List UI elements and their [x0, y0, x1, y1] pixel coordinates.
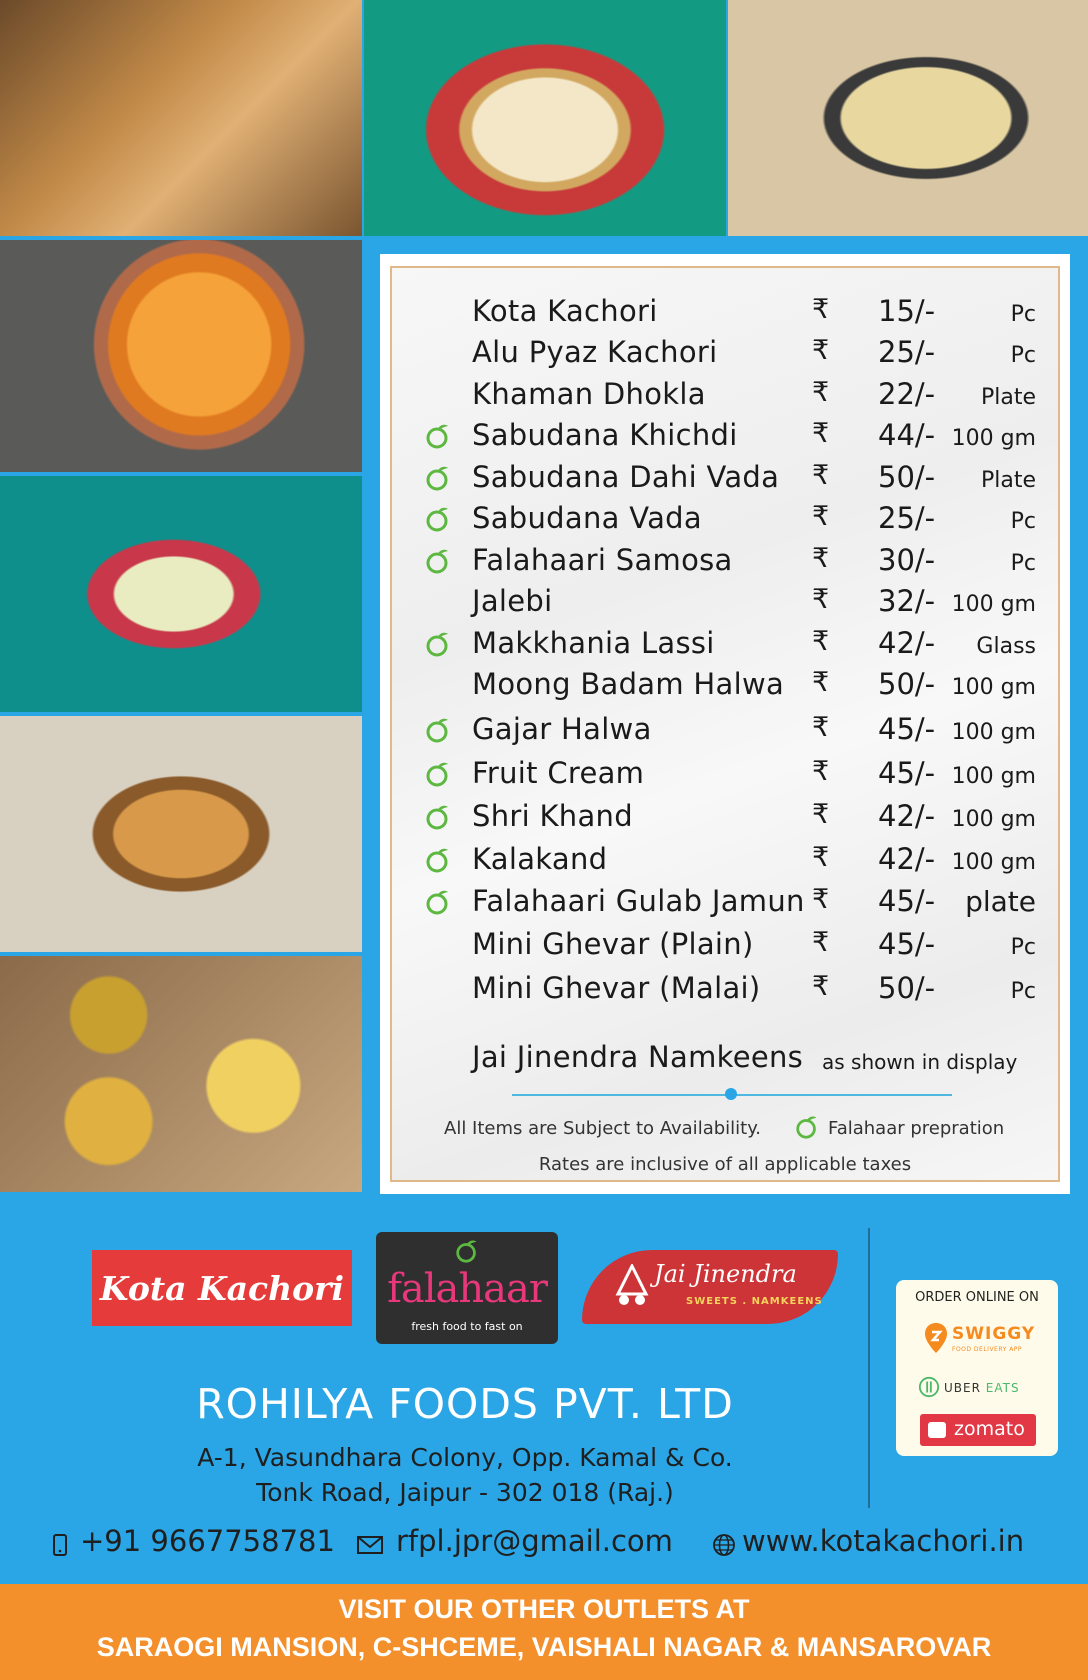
menu-item-note: as shown in display [822, 1050, 1018, 1074]
swiggy-sub: FOOD DELIVERY APP [952, 1346, 1023, 1353]
menu-item-unit: Pc [1010, 935, 1036, 960]
menu-row [392, 840, 1058, 880]
menu-row [392, 797, 1058, 837]
menu-row-namkeens [392, 1038, 1058, 1078]
menu-item-price: 45/- [878, 927, 936, 961]
menu-row [392, 925, 1058, 965]
rupee-symbol: ₹ [812, 460, 830, 491]
menu-item-price: 30/- [878, 543, 936, 577]
menu-item-price: 50/- [878, 460, 936, 494]
kota-kachori-logo [92, 1250, 352, 1326]
address-line-2: Tonk Road, Jaipur - 302 018 (Raj.) [256, 1478, 674, 1507]
photo-lassi [0, 476, 362, 712]
menu-item-name: Fruit Cream [472, 756, 645, 790]
rupee-symbol: ₹ [812, 543, 830, 574]
menu-item-unit: 100 gm [951, 850, 1036, 875]
rupee-symbol: ₹ [812, 377, 830, 408]
falahaar-leaf-icon [424, 716, 452, 744]
taxes-note: Rates are inclusive of all applicable taxes [538, 1154, 912, 1175]
jai-jinendra-logo-sub: SWEETS . NAMKEENS [686, 1296, 823, 1307]
menu-item-price: 25/- [878, 335, 936, 369]
rupee-symbol: ₹ [812, 799, 830, 830]
menu-row [392, 665, 1058, 705]
menu-row [392, 969, 1058, 1009]
zomato-link[interactable] [920, 1414, 1036, 1446]
menu-item-price: 45/- [878, 712, 936, 746]
menu-item-price: 32/- [878, 584, 936, 618]
falahaar-leaf-icon [424, 888, 452, 916]
photo-namkeens [0, 956, 362, 1192]
menu-row [392, 582, 1058, 622]
outlets-footer [0, 1584, 1088, 1680]
menu-item-unit: Pc [1010, 302, 1036, 327]
menu-item-price: 50/- [878, 667, 936, 701]
rupee-symbol: ₹ [812, 501, 830, 532]
uber-word: UBER [944, 1381, 981, 1395]
menu-item-price: 44/- [878, 418, 936, 452]
jai-jinendra-emblem-icon [612, 1264, 652, 1308]
falahaar-leaf-icon [794, 1114, 820, 1140]
menu-item-price: 45/- [878, 756, 936, 790]
uber-eats-link[interactable] [916, 1376, 1040, 1400]
menu-item-unit: Pc [1010, 509, 1036, 534]
rupee-symbol: ₹ [812, 927, 830, 958]
divider-dot [725, 1088, 737, 1100]
menu-item-name: Shri Khand [472, 799, 633, 833]
falahaar-leaf-icon [424, 422, 452, 450]
menu-item-unit: 100 gm [951, 764, 1036, 789]
outlets-heading: VISIT OUR OTHER OUTLETS AT [338, 1594, 750, 1624]
menu-item-name: Mini Ghevar (Malai) [472, 971, 761, 1005]
rupee-symbol: ₹ [812, 971, 830, 1002]
menu-item-unit: plate [965, 885, 1036, 918]
zomato-bag-icon [928, 1422, 946, 1438]
menu-row [392, 333, 1058, 373]
phone-number[interactable]: +91 9667758781 [80, 1524, 335, 1558]
menu-item-price: 22/- [878, 377, 936, 411]
falahaar-leaf-icon [424, 464, 452, 492]
menu-row [392, 882, 1058, 922]
rupee-symbol: ₹ [812, 626, 830, 657]
kota-kachori-logo-text: Kota Kachori [99, 1268, 345, 1308]
rupee-symbol: ₹ [812, 584, 830, 615]
menu-item-name: Kota Kachori [472, 294, 658, 328]
menu-item-unit: Plate [980, 385, 1036, 410]
menu-card [390, 266, 1060, 1182]
menu-row [392, 375, 1058, 415]
falahaar-leaf-icon [424, 803, 452, 831]
menu-item-unit: 100 gm [951, 807, 1036, 832]
falahaar-leaf-icon [424, 547, 452, 575]
menu-item-unit: 100 gm [951, 426, 1036, 451]
menu-item-price: 15/- [878, 294, 936, 328]
rupee-symbol: ₹ [812, 842, 830, 873]
falahaar-leaf-icon [424, 760, 452, 788]
order-online-box [896, 1280, 1058, 1456]
falahaar-leaf-icon [424, 846, 452, 874]
falahaar-logo-tagline: fresh food to fast on [411, 1320, 523, 1333]
menu-item-unit: Glass [976, 634, 1036, 659]
menu-item-name: Moong Badam Halwa [472, 667, 785, 701]
address-line-1: A-1, Vasundhara Colony, Opp. Kamal & Co. [197, 1443, 733, 1472]
outlets-list: SARAOGI MANSION, C-SHCEME, VAISHALI NAGAR & MANSAROVAR [96, 1632, 992, 1662]
company-name: ROHILYA FOODS PVT. LTD [196, 1380, 734, 1428]
menu-row [392, 499, 1058, 539]
menu-item-name: Sabudana Dahi Vada [472, 460, 780, 494]
jai-jinendra-logo-name: Jai Jinendra [654, 1260, 797, 1288]
menu-item-name: Jalebi [472, 584, 553, 618]
menu-item-unit: 100 gm [951, 592, 1036, 617]
menu-item-unit: Pc [1010, 343, 1036, 368]
swiggy-word: SWIGGY [952, 1324, 1036, 1344]
menu-row [392, 710, 1058, 750]
menu-item-unit: Plate [980, 468, 1036, 493]
rupee-symbol: ₹ [812, 667, 830, 698]
swiggy-link[interactable] [918, 1320, 1038, 1360]
falahaar-leaf-icon [424, 505, 452, 533]
menu-row [392, 458, 1058, 498]
menu-item-price: 42/- [878, 626, 936, 660]
rupee-symbol: ₹ [812, 294, 830, 325]
phone-icon [48, 1533, 72, 1557]
photo-dessert-cake [364, 0, 726, 236]
menu-item-unit: Pc [1010, 979, 1036, 1004]
menu-item-price: 42/- [878, 842, 936, 876]
menu-item-name: Mini Ghevar (Plain) [472, 927, 754, 961]
menu-item-name: Makkhania Lassi [472, 626, 715, 660]
photo-kachori-bowl [0, 716, 362, 952]
menu-item-name: Sabudana Khichdi [472, 418, 738, 452]
zomato-word: zomato [954, 1418, 1025, 1440]
menu-row [392, 292, 1058, 332]
menu-item-price: 42/- [878, 799, 936, 833]
menu-item-name: Khaman Dhokla [472, 377, 706, 411]
falahaar-leaf-icon [424, 630, 452, 658]
menu-item-name: Sabudana Vada [472, 501, 702, 535]
falahaar-logo-word: falahaar [387, 1266, 547, 1312]
photo-sabudana-khichdi [728, 0, 1088, 236]
photo-jalebi [0, 240, 362, 472]
availability-note: All Items are Subject to Availability. [444, 1118, 762, 1139]
menu-row [392, 624, 1058, 664]
swiggy-pin-icon [924, 1322, 948, 1354]
photo-kachori [0, 0, 362, 236]
menu-item-unit: 100 gm [951, 720, 1036, 745]
menu-item-name: Jai Jinendra Namkeens [472, 1040, 804, 1074]
menu-item-name: Falahaari Samosa [472, 543, 733, 577]
rupee-symbol: ₹ [812, 756, 830, 787]
menu-row [392, 754, 1058, 794]
eats-word: EATS [985, 1381, 1020, 1395]
globe-icon [712, 1533, 736, 1557]
order-online-title: ORDER ONLINE ON [915, 1290, 1039, 1305]
menu-item-price: 45/- [878, 884, 936, 918]
menu-item-name: Kalakand [472, 842, 608, 876]
falahaar-legend: Falahaar prepration [828, 1118, 1005, 1139]
website-link[interactable]: www.kotakachori.in [742, 1524, 1025, 1558]
menu-item-price: 50/- [878, 971, 936, 1005]
menu-panel [380, 254, 1070, 1194]
falahaar-logo [376, 1232, 558, 1344]
rupee-symbol: ₹ [812, 712, 830, 743]
menu-item-price: 25/- [878, 501, 936, 535]
menu-row [392, 541, 1058, 581]
rupee-symbol: ₹ [812, 884, 830, 915]
menu-item-name: Alu Pyaz Kachori [472, 335, 718, 369]
uber-eats-word [944, 1381, 1020, 1395]
falahaar-logo-leaf-icon [454, 1238, 480, 1264]
menu-row [392, 416, 1058, 456]
jai-jinendra-logo [582, 1250, 838, 1324]
menu-item-name: Gajar Halwa [472, 712, 652, 746]
menu-item-unit: 100 gm [951, 675, 1036, 700]
rupee-symbol: ₹ [812, 335, 830, 366]
menu-item-name: Falahaari Gulab Jamun [472, 884, 805, 918]
mail-icon [356, 1533, 384, 1557]
email-link[interactable]: rfpl.jpr@gmail.com [396, 1524, 673, 1558]
menu-item-unit: Pc [1010, 551, 1036, 576]
rupee-symbol: ₹ [812, 418, 830, 449]
